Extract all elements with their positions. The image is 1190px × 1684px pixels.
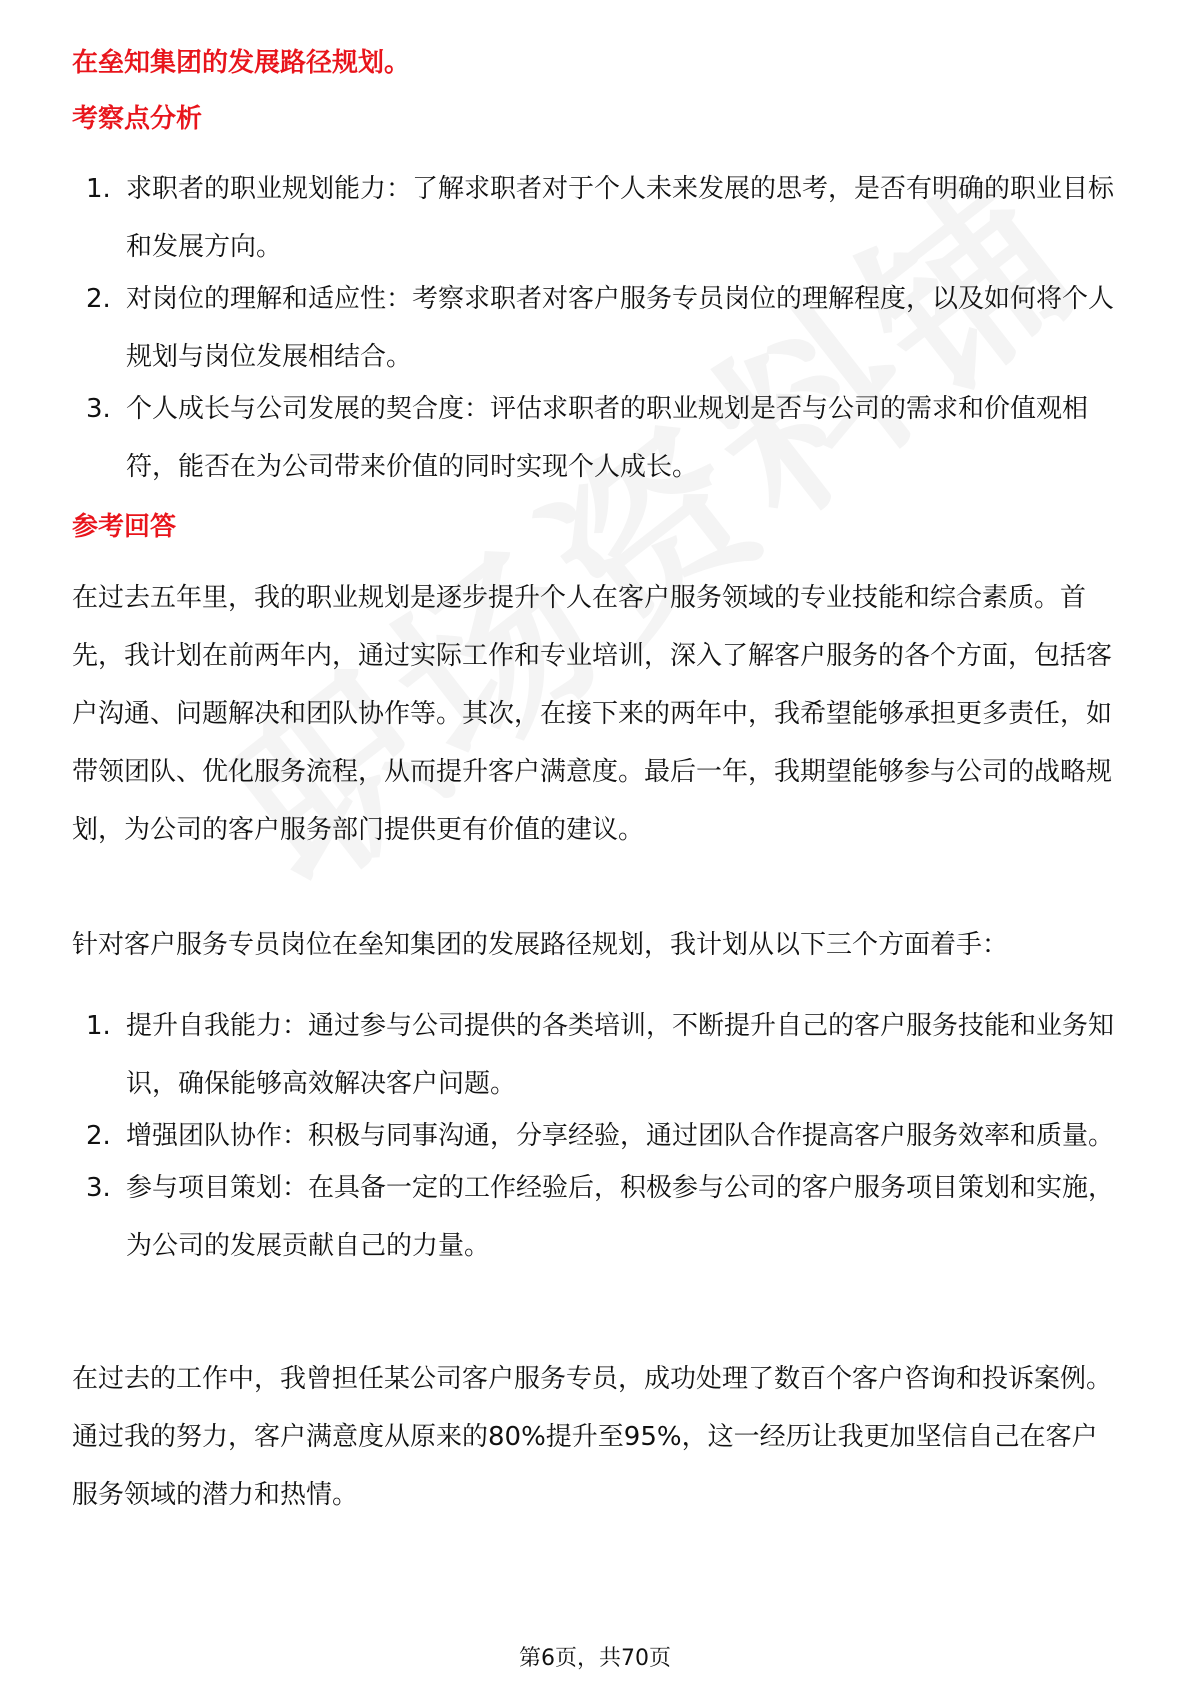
list-item (72, 160, 1120, 276)
analysis-heading: 考察点分析 (72, 104, 203, 134)
list-item-text: 提升自我能力：通过参与公司提供的各类培训，不断提升自己的客户服务技能和业务知识，确保能够高效解决客户问题。 (126, 1011, 1115, 1099)
list-item-text: 增强团队协作：积极与同事沟通，分享经验，通过团队合作提高客户服务效率和质量。 (126, 1121, 1115, 1151)
answer-paragraph-3: 在过去的工作中，我曾担任某公司客户服务专员，成功处理了数百个客户咨询和投诉案例。通过我的努力，客户满意度从原来的80%提升至95%，这一经历让我更加坚信自己在客户服务领域的潜力和热情。 (72, 1364, 1113, 1510)
analysis-list (72, 160, 1120, 496)
list-item-text: 参与项目策划：在具备一定的工作经验后，积极参与公司的客户服务项目策划和实施，为公司的发展贡献自己的力量。 (126, 1173, 1115, 1261)
list-item (72, 997, 1120, 1113)
list-number: 3. (86, 394, 111, 424)
list-number: 2. (86, 1121, 111, 1151)
list-item (72, 1159, 1120, 1275)
list-item (72, 1107, 1120, 1165)
list-number: 1. (86, 174, 111, 204)
document-title: 在垒知集团的发展路径规划。 (72, 48, 411, 78)
list-item (72, 380, 1120, 496)
list-item-text: 对岗位的理解和适应性：考察求职者对客户服务专员岗位的理解程度，以及如何将个人规划与岗位发展相结合。 (126, 284, 1115, 372)
answer-paragraph-1: 在过去五年里，我的职业规划是逐步提升个人在客户服务领域的专业技能和综合素质。首先，我计划在前两年内，通过实际工作和专业培训，深入了解客户服务的各个方面，包括客户沟通、问题解决和团队协作等。其次，在接下来的两年中，我希望能够承担更多责任，如带领团队、优化服务流程，从而提升客户满意度。最后一年，我期望能够参与公司的战略规划，为公司的客户服务部门提供更有价值的建议。 (72, 583, 1113, 845)
list-item-text: 求职者的职业规划能力：了解求职者对于个人未来发展的思考，是否有明确的职业目标和发展方向。 (126, 174, 1115, 262)
list-number: 3. (86, 1173, 111, 1203)
page-number: 第6页，共70页 (519, 1646, 671, 1671)
list-item-text: 个人成长与公司发展的契合度：评估求职者的职业规划是否与公司的需求和价值观相符，能否在为公司带来价值的同时实现个人成长。 (126, 394, 1089, 482)
list-number: 1. (86, 1011, 111, 1041)
list-number: 2. (86, 284, 111, 314)
plan-list (72, 997, 1120, 1275)
list-item (72, 270, 1120, 386)
answer-heading: 参考回答 (72, 512, 177, 542)
answer-paragraph-2: 针对客户服务专员岗位在垒知集团的发展路径规划，我计划从以下三个方面着手： (72, 930, 1009, 960)
